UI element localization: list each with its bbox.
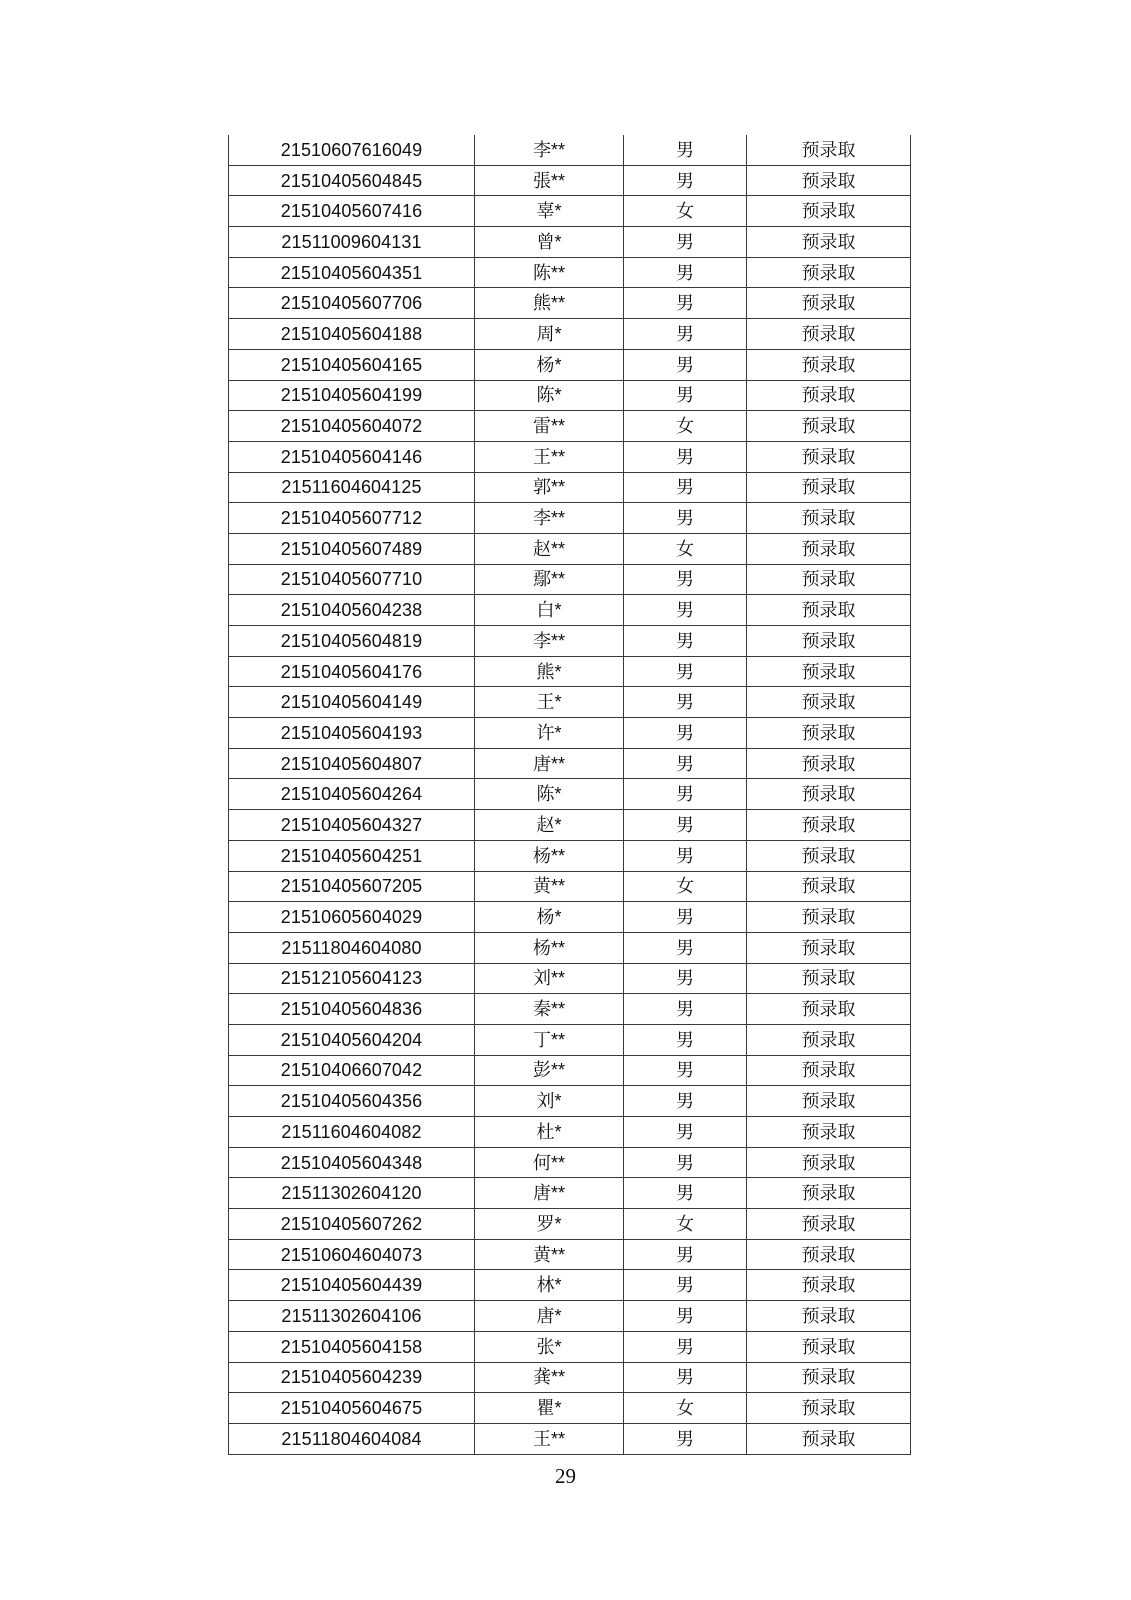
admission-status-cell: 预录取	[747, 227, 911, 258]
table-row	[229, 503, 911, 534]
gender-cell: 男	[624, 349, 747, 380]
gender-cell: 男	[624, 472, 747, 503]
admission-status-cell: 预录取	[747, 656, 911, 687]
table-row	[229, 871, 911, 902]
admission-status-cell: 预录取	[747, 319, 911, 350]
candidate-id-cell: 21510405607416	[229, 196, 475, 227]
table-row	[229, 656, 911, 687]
admission-status-cell: 预录取	[747, 135, 911, 165]
candidate-name-cell: 王**	[475, 441, 624, 472]
candidate-id-cell: 21510405604204	[229, 1024, 475, 1055]
gender-cell: 男	[624, 840, 747, 871]
table-row	[229, 1393, 911, 1424]
table-row	[229, 196, 911, 227]
candidate-id-cell: 21510406607042	[229, 1055, 475, 1086]
gender-cell: 男	[624, 288, 747, 319]
table-row	[229, 1331, 911, 1362]
candidate-name-cell: 熊**	[475, 288, 624, 319]
candidate-name-cell: 唐*	[475, 1301, 624, 1332]
table-row	[229, 135, 911, 165]
candidate-id-cell: 21510405604439	[229, 1270, 475, 1301]
table-row	[229, 748, 911, 779]
candidate-id-cell: 21510405604327	[229, 810, 475, 841]
candidate-name-cell: 龚**	[475, 1362, 624, 1393]
gender-cell: 男	[624, 1301, 747, 1332]
admission-list-table	[228, 135, 911, 1455]
gender-cell: 男	[624, 135, 747, 165]
gender-cell: 女	[624, 411, 747, 442]
admission-status-cell: 预录取	[747, 902, 911, 933]
gender-cell: 男	[624, 1362, 747, 1393]
admission-status-cell: 预录取	[747, 994, 911, 1025]
admission-status-cell: 预录取	[747, 748, 911, 779]
gender-cell: 男	[624, 932, 747, 963]
table-row	[229, 411, 911, 442]
candidate-name-cell: 張**	[475, 165, 624, 196]
candidate-id-cell: 21511804604084	[229, 1423, 475, 1454]
table-row	[229, 1209, 911, 1240]
admission-status-cell: 预录取	[747, 1423, 911, 1454]
admission-status-cell: 预录取	[747, 1086, 911, 1117]
candidate-name-cell: 王*	[475, 687, 624, 718]
admission-status-cell: 预录取	[747, 1331, 911, 1362]
table-row	[229, 349, 911, 380]
candidate-name-cell: 瞿*	[475, 1393, 624, 1424]
gender-cell: 男	[624, 1055, 747, 1086]
admission-status-cell: 预录取	[747, 1362, 911, 1393]
candidate-name-cell: 杜*	[475, 1117, 624, 1148]
admission-status-cell: 预录取	[747, 380, 911, 411]
candidate-name-cell: 刘**	[475, 963, 624, 994]
admission-status-cell: 预录取	[747, 411, 911, 442]
admission-status-cell: 预录取	[747, 472, 911, 503]
admission-status-cell: 预录取	[747, 1055, 911, 1086]
candidate-name-cell: 赵*	[475, 810, 624, 841]
admission-status-cell: 预录取	[747, 1301, 911, 1332]
admission-status-cell: 预录取	[747, 871, 911, 902]
candidate-id-cell: 21510405607489	[229, 533, 475, 564]
candidate-id-cell: 21511604604082	[229, 1117, 475, 1148]
candidate-id-cell: 21511302604120	[229, 1178, 475, 1209]
candidate-id-cell: 21510604604073	[229, 1239, 475, 1270]
gender-cell: 男	[624, 257, 747, 288]
candidate-name-cell: 秦**	[475, 994, 624, 1025]
candidate-id-cell: 21510405604072	[229, 411, 475, 442]
table-row	[229, 994, 911, 1025]
table-row	[229, 1178, 911, 1209]
candidate-name-cell: 黄**	[475, 871, 624, 902]
candidate-id-cell: 21510607616049	[229, 135, 475, 165]
gender-cell: 男	[624, 1239, 747, 1270]
candidate-id-cell: 21511302604106	[229, 1301, 475, 1332]
gender-cell: 男	[624, 1024, 747, 1055]
table-row	[229, 810, 911, 841]
table-row	[229, 1362, 911, 1393]
candidate-name-cell: 何**	[475, 1147, 624, 1178]
candidate-id-cell: 21510405604351	[229, 257, 475, 288]
gender-cell: 男	[624, 963, 747, 994]
gender-cell: 男	[624, 1117, 747, 1148]
gender-cell: 男	[624, 1147, 747, 1178]
candidate-name-cell: 杨*	[475, 349, 624, 380]
table-row	[229, 380, 911, 411]
candidate-name-cell: 郭**	[475, 472, 624, 503]
admission-status-cell: 预录取	[747, 963, 911, 994]
admission-status-cell: 预录取	[747, 1147, 911, 1178]
candidate-id-cell: 21510605604029	[229, 902, 475, 933]
gender-cell: 男	[624, 165, 747, 196]
gender-cell: 男	[624, 748, 747, 779]
gender-cell: 男	[624, 1331, 747, 1362]
table-row	[229, 441, 911, 472]
admission-status-cell: 预录取	[747, 595, 911, 626]
table-row	[229, 165, 911, 196]
candidate-name-cell: 杨*	[475, 902, 624, 933]
candidate-name-cell: 王**	[475, 1423, 624, 1454]
table-row	[229, 1117, 911, 1148]
admission-status-cell: 预录取	[747, 687, 911, 718]
candidate-id-cell: 21510405604149	[229, 687, 475, 718]
table-row	[229, 840, 911, 871]
gender-cell: 男	[624, 902, 747, 933]
admission-status-cell: 预录取	[747, 288, 911, 319]
candidate-name-cell: 熊*	[475, 656, 624, 687]
table-row	[229, 932, 911, 963]
admission-status-cell: 预录取	[747, 1270, 911, 1301]
admission-status-cell: 预录取	[747, 503, 911, 534]
gender-cell: 男	[624, 1270, 747, 1301]
candidate-name-cell: 李**	[475, 626, 624, 657]
admission-status-cell: 预录取	[747, 1239, 911, 1270]
gender-cell: 男	[624, 994, 747, 1025]
gender-cell: 男	[624, 1423, 747, 1454]
gender-cell: 男	[624, 1086, 747, 1117]
candidate-name-cell: 杨**	[475, 840, 624, 871]
candidate-name-cell: 刘*	[475, 1086, 624, 1117]
table-row	[229, 1423, 911, 1454]
table-row	[229, 1270, 911, 1301]
gender-cell: 男	[624, 687, 747, 718]
gender-cell: 男	[624, 380, 747, 411]
admission-status-cell: 预录取	[747, 1393, 911, 1424]
table-row	[229, 1239, 911, 1270]
admission-status-cell: 预录取	[747, 1117, 911, 1148]
table-row	[229, 319, 911, 350]
gender-cell: 男	[624, 441, 747, 472]
gender-cell: 女	[624, 1393, 747, 1424]
candidate-name-cell: 罗*	[475, 1209, 624, 1240]
table-row	[229, 533, 911, 564]
table-row	[229, 1147, 911, 1178]
candidate-name-cell: 辜*	[475, 196, 624, 227]
table-row	[229, 687, 911, 718]
candidate-name-cell: 丁**	[475, 1024, 624, 1055]
candidate-name-cell: 白*	[475, 595, 624, 626]
page-number: 29	[555, 1464, 576, 1488]
table-row	[229, 626, 911, 657]
candidate-id-cell: 21511604604125	[229, 472, 475, 503]
candidate-name-cell: 雷**	[475, 411, 624, 442]
candidate-id-cell: 21510405604819	[229, 626, 475, 657]
admission-status-cell: 预录取	[747, 1024, 911, 1055]
admission-status-cell: 预录取	[747, 196, 911, 227]
admission-list-body	[229, 135, 911, 1454]
admission-status-cell: 预录取	[747, 840, 911, 871]
table-row	[229, 595, 911, 626]
candidate-id-cell: 21510405607706	[229, 288, 475, 319]
admission-status-cell: 预录取	[747, 441, 911, 472]
candidate-id-cell: 21510405604199	[229, 380, 475, 411]
candidate-id-cell: 21510405604238	[229, 595, 475, 626]
table-row	[229, 227, 911, 258]
gender-cell: 男	[624, 810, 747, 841]
candidate-id-cell: 21510405604675	[229, 1393, 475, 1424]
candidate-name-cell: 鄢**	[475, 564, 624, 595]
candidate-id-cell: 21510405604176	[229, 656, 475, 687]
candidate-id-cell: 21510405607710	[229, 564, 475, 595]
candidate-id-cell: 21510405604165	[229, 349, 475, 380]
admission-status-cell: 预录取	[747, 626, 911, 657]
candidate-name-cell: 唐**	[475, 748, 624, 779]
candidate-id-cell: 21512105604123	[229, 963, 475, 994]
candidate-name-cell: 陈*	[475, 380, 624, 411]
candidate-name-cell: 杨**	[475, 932, 624, 963]
gender-cell: 男	[624, 227, 747, 258]
table-row	[229, 257, 911, 288]
candidate-id-cell: 21510405604356	[229, 1086, 475, 1117]
candidate-id-cell: 21510405604836	[229, 994, 475, 1025]
admission-status-cell: 预录取	[747, 932, 911, 963]
gender-cell: 女	[624, 196, 747, 227]
table-row	[229, 963, 911, 994]
candidate-name-cell: 唐**	[475, 1178, 624, 1209]
candidate-name-cell: 李**	[475, 135, 624, 165]
admission-status-cell: 预录取	[747, 1209, 911, 1240]
candidate-id-cell: 21510405604845	[229, 165, 475, 196]
candidate-id-cell: 21510405604188	[229, 319, 475, 350]
gender-cell: 男	[624, 718, 747, 749]
table-row	[229, 288, 911, 319]
candidate-name-cell: 黄**	[475, 1239, 624, 1270]
candidate-name-cell: 曾*	[475, 227, 624, 258]
candidate-name-cell: 林*	[475, 1270, 624, 1301]
table-row	[229, 779, 911, 810]
admission-status-cell: 预录取	[747, 257, 911, 288]
table-row	[229, 1086, 911, 1117]
gender-cell: 女	[624, 871, 747, 902]
gender-cell: 男	[624, 503, 747, 534]
candidate-id-cell: 21511804604080	[229, 932, 475, 963]
candidate-name-cell: 周*	[475, 319, 624, 350]
gender-cell: 男	[624, 595, 747, 626]
candidate-id-cell: 21510405604146	[229, 441, 475, 472]
candidate-name-cell: 陈*	[475, 779, 624, 810]
candidate-id-cell: 21510405604158	[229, 1331, 475, 1362]
gender-cell: 女	[624, 533, 747, 564]
admission-status-cell: 预录取	[747, 810, 911, 841]
gender-cell: 男	[624, 1178, 747, 1209]
admission-status-cell: 预录取	[747, 564, 911, 595]
table-row	[229, 1055, 911, 1086]
admission-status-cell: 预录取	[747, 718, 911, 749]
candidate-id-cell: 21510405607205	[229, 871, 475, 902]
table-row	[229, 902, 911, 933]
gender-cell: 男	[624, 656, 747, 687]
gender-cell: 男	[624, 779, 747, 810]
admission-status-cell: 预录取	[747, 1178, 911, 1209]
table-row	[229, 1024, 911, 1055]
candidate-name-cell: 赵**	[475, 533, 624, 564]
candidate-id-cell: 21511009604131	[229, 227, 475, 258]
candidate-id-cell: 21510405604807	[229, 748, 475, 779]
candidate-id-cell: 21510405604239	[229, 1362, 475, 1393]
candidate-name-cell: 陈**	[475, 257, 624, 288]
gender-cell: 男	[624, 564, 747, 595]
candidate-name-cell: 李**	[475, 503, 624, 534]
admission-status-cell: 预录取	[747, 779, 911, 810]
candidate-id-cell: 21510405607262	[229, 1209, 475, 1240]
candidate-name-cell: 彭**	[475, 1055, 624, 1086]
gender-cell: 男	[624, 319, 747, 350]
candidate-name-cell: 许*	[475, 718, 624, 749]
table-row	[229, 718, 911, 749]
candidate-id-cell: 21510405604251	[229, 840, 475, 871]
candidate-name-cell: 张*	[475, 1331, 624, 1362]
admission-status-cell: 预录取	[747, 533, 911, 564]
candidate-id-cell: 21510405604348	[229, 1147, 475, 1178]
admission-status-cell: 预录取	[747, 165, 911, 196]
gender-cell: 女	[624, 1209, 747, 1240]
candidate-id-cell: 21510405604193	[229, 718, 475, 749]
table-row	[229, 472, 911, 503]
candidate-id-cell: 21510405604264	[229, 779, 475, 810]
candidate-id-cell: 21510405607712	[229, 503, 475, 534]
gender-cell: 男	[624, 626, 747, 657]
table-row	[229, 564, 911, 595]
admission-status-cell: 预录取	[747, 349, 911, 380]
table-row	[229, 1301, 911, 1332]
